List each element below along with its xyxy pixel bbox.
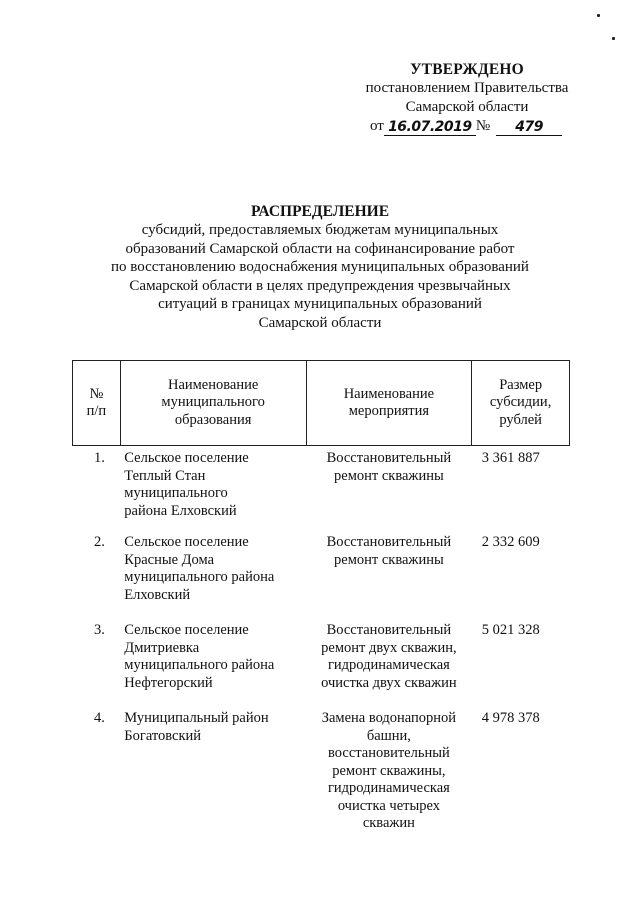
subtitle-line: по восстановлению водоснабжения муниципальных образований — [111, 259, 529, 275]
row-number: 1. — [93, 450, 105, 466]
cell-text: очистка четырех — [337, 797, 440, 814]
row-municipality — [120, 710, 306, 833]
date-prefix: от — [370, 118, 384, 134]
cell-text: ремонт скважины, — [332, 762, 446, 779]
cell-text: Сельское поселение — [124, 622, 249, 638]
header-number — [73, 361, 121, 446]
header-text: Наименование — [343, 385, 435, 402]
handwritten-number: 479 — [496, 119, 562, 136]
cell-text: Елховский — [124, 586, 191, 603]
cell-text: Нефтегорский — [124, 674, 213, 691]
subtitle-line: Самарской области в целях предупреждения чрезвычайных — [129, 277, 511, 294]
document-title: РАСПРЕДЕЛЕНИЕ — [250, 203, 390, 220]
table-row — [73, 446, 570, 535]
cell-text: Сельское поселение — [124, 450, 249, 466]
cell-text: Сельское поселение — [124, 534, 249, 550]
approval-line-2: Самарской области — [405, 99, 529, 115]
cell-text: башни, — [366, 727, 411, 744]
cell-text: очистка двух скважин — [321, 674, 457, 691]
cell-text: ремонт двух скважин, — [321, 639, 457, 656]
approval-title: УТВЕРЖДЕНО — [410, 61, 524, 78]
cell-text: района Елховский — [124, 502, 237, 519]
row-number: 2. — [93, 534, 105, 550]
table-header-row — [73, 361, 570, 446]
header-text: Размер — [499, 376, 543, 393]
cell-text: скважин — [362, 815, 415, 831]
cell-text: Богатовский — [124, 727, 202, 744]
cell-text: Восстановительный — [326, 450, 452, 466]
table-row — [73, 622, 570, 710]
number-prefix: № — [475, 118, 491, 134]
approval-line-1: постановлением Правительства — [365, 80, 569, 96]
row-measure — [306, 446, 472, 535]
table-row — [73, 710, 570, 833]
header-text: № — [89, 385, 104, 402]
subtitle-line: образований Самарской области на софинансирование работ — [125, 240, 515, 257]
scan-speck — [612, 37, 615, 40]
subtitle-line: ситуаций в границах муниципальных образований — [158, 296, 482, 312]
table-row — [73, 534, 570, 622]
cell-text: муниципального района — [124, 657, 275, 673]
header-text: Наименование — [167, 376, 259, 393]
header-text: рублей — [499, 411, 542, 428]
subtitle-line: Самарской области — [258, 314, 382, 331]
cell-text: гидродинамическая — [327, 780, 450, 796]
header-measure — [306, 361, 472, 446]
cell-text: Теплый Стан — [124, 467, 206, 484]
cell-text: Муниципальный район — [124, 710, 269, 726]
row-municipality — [120, 534, 306, 622]
row-measure — [306, 534, 472, 622]
row-amount: 4 978 378 — [481, 710, 540, 726]
row-amount: 5 021 328 — [481, 622, 540, 638]
cell-text: муниципального района — [124, 569, 275, 585]
cell-text: муниципального — [124, 485, 228, 501]
subtitle-line: субсидий, предоставляемых бюджетам муниципальных — [141, 222, 499, 238]
cell-text: Восстановительный — [326, 534, 452, 550]
cell-text: Дмитриевка — [124, 639, 200, 656]
header-text: муниципального — [161, 394, 265, 411]
distribution-table — [72, 360, 570, 833]
header-text: мероприятия — [348, 403, 430, 419]
header-text: субсидии, — [489, 394, 552, 411]
cell-text: гидродинамическая — [327, 657, 450, 673]
row-municipality — [120, 446, 306, 535]
approval-block — [352, 60, 582, 136]
header-text: образования — [174, 411, 252, 428]
cell-text: Замена водонапорной — [321, 710, 457, 726]
header-amount — [472, 361, 570, 446]
cell-text: ремонт скважины — [334, 467, 444, 484]
cell-text: Красные Дома — [124, 551, 215, 568]
approval-date-line — [352, 117, 582, 136]
cell-text: ремонт скважины — [334, 551, 444, 568]
row-municipality — [120, 622, 306, 710]
row-amount: 2 332 609 — [481, 534, 540, 550]
row-amount: 3 361 887 — [481, 450, 540, 466]
cell-text: восстановительный — [328, 745, 450, 761]
header-municipality — [120, 361, 306, 446]
row-measure — [306, 710, 472, 833]
row-measure — [306, 622, 472, 710]
row-number: 3. — [93, 622, 105, 638]
row-number: 4. — [93, 710, 105, 726]
cell-text: Восстановительный — [326, 622, 452, 638]
document-subtitle — [70, 221, 570, 332]
header-text: п/п — [86, 403, 107, 419]
scan-speck — [597, 14, 600, 17]
handwritten-date: 16.07.2019 — [384, 119, 476, 136]
